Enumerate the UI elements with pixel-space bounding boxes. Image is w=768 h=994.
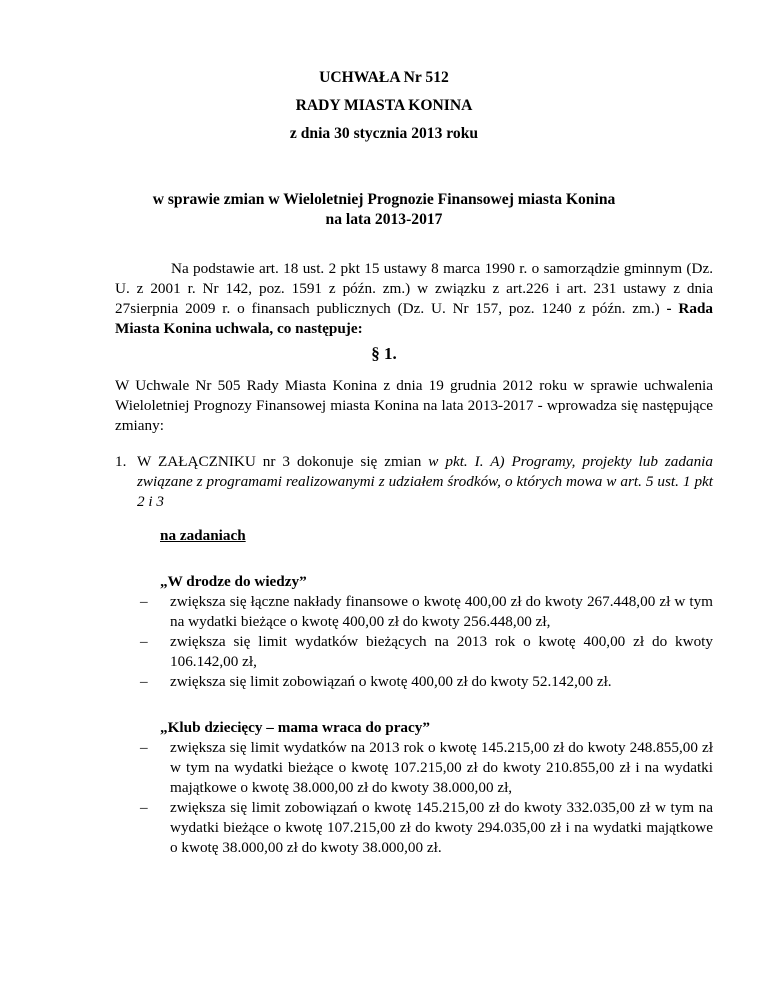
- task-2-bullet-1: [115, 738, 713, 798]
- subject-line-1: w sprawie zmian w Wieloletniej Prognozie Finansowej miasta Konina: [152, 191, 616, 208]
- dash-marker: –: [140, 593, 148, 610]
- item-1-italic: w pkt. I. A) Programy, projekty lub zadania związane z programami realizowanymi z udziałem środków, o których mowa w art. 5 ust. 1 pkt 2 i 3: [137, 453, 713, 510]
- bullet-text: zwiększa się łączne nakłady finansowe o kwotę 400,00 zł do kwoty 267.448,00 zł w tym na wydatki bieżące o kwotę 400,00 zł do kwoty 256.448,00 zł,: [170, 593, 713, 630]
- task-1-bullet-1: [115, 592, 713, 632]
- bullet-text: zwiększa się limit zobowiązań o kwotę 145.215,00 zł do kwoty 332.035,00 zł w tym na wydatki bieżące o kwotę 107.215,00 zł do kwoty 294.035,00 zł i na wydatki majątkowe o kwotę 38.000,00 zł do kwoty 38.000,00 zł.: [170, 799, 713, 856]
- task-1-bullet-3: [115, 672, 713, 692]
- dash-marker: –: [140, 739, 148, 756]
- task-2-bullet-2: [115, 798, 713, 858]
- amendment-item-1: [115, 452, 713, 512]
- preamble-enactment: - Rada Miasta Konina uchwala, co następuje:: [115, 300, 713, 337]
- task-1-bullet-2: [115, 632, 713, 672]
- subject-line-2: na lata 2013-2017: [325, 211, 443, 228]
- bullet-text: zwiększa się limit wydatków na 2013 rok o kwotę 145.215,00 zł do kwoty 248.855,00 zł w tym na wydatki bieżące o kwotę 107.215,00 zł do kwoty 210.855,00 zł i na wydatki majątkowe o kwotę 38.000,00 zł do kwoty 38.000,00 zł,: [170, 739, 713, 796]
- preamble: [115, 259, 713, 339]
- bullet-text: zwiększa się limit zobowiązań o kwotę 400,00 zł do kwoty 52.142,00 zł.: [170, 673, 612, 690]
- task-1-title: „W drodze do wiedzy”: [160, 573, 307, 590]
- issuing-council: RADY MIASTA KONINA: [295, 97, 473, 114]
- section-1-mark: § 1.: [371, 344, 397, 363]
- resolution-date: z dnia 30 stycznia 2013 roku: [289, 125, 479, 142]
- bullet-text: zwiększa się limit wydatków bieżących na 2013 rok o kwotę 400,00 zł do kwoty 106.142,00 zł,: [170, 633, 713, 670]
- dash-marker: –: [140, 799, 148, 816]
- preamble-legal-basis: Na podstawie art. 18 ust. 2 pkt 15 ustawy 8 marca 1990 r. o samorządzie gminnym (Dz. U. z 2001 r. Nr 142, poz. 1591 z późn. zm.) w związku z art.226 i art. 231 ustawy z dnia 27sierpnia 2009 r. o finansach publicznych (Dz. U. Nr 157, poz. 1240 z późn. zm.): [115, 260, 713, 317]
- resolution-number: UCHWAŁA Nr 512: [319, 69, 449, 86]
- item-1-regular: W ZAŁĄCZNIKU nr 3 dokonuje się zmian: [137, 453, 429, 470]
- on-tasks-heading: na zadaniach: [160, 527, 246, 544]
- task-2-title: „Klub dziecięcy – mama wraca do pracy”: [160, 719, 430, 736]
- item-1-text: [137, 452, 713, 512]
- item-number: 1.: [115, 453, 127, 470]
- dash-marker: –: [140, 673, 148, 690]
- dash-marker: –: [140, 633, 148, 650]
- section-1-intro: W Uchwale Nr 505 Rady Miasta Konina z dnia 19 grudnia 2012 roku w sprawie uchwalenia Wieloletniej Prognozy Finansowej miasta Konina na lata 2013-2017 - wprowadza się następujące zmiany:: [115, 377, 713, 434]
- resolution-subject: [100, 190, 668, 230]
